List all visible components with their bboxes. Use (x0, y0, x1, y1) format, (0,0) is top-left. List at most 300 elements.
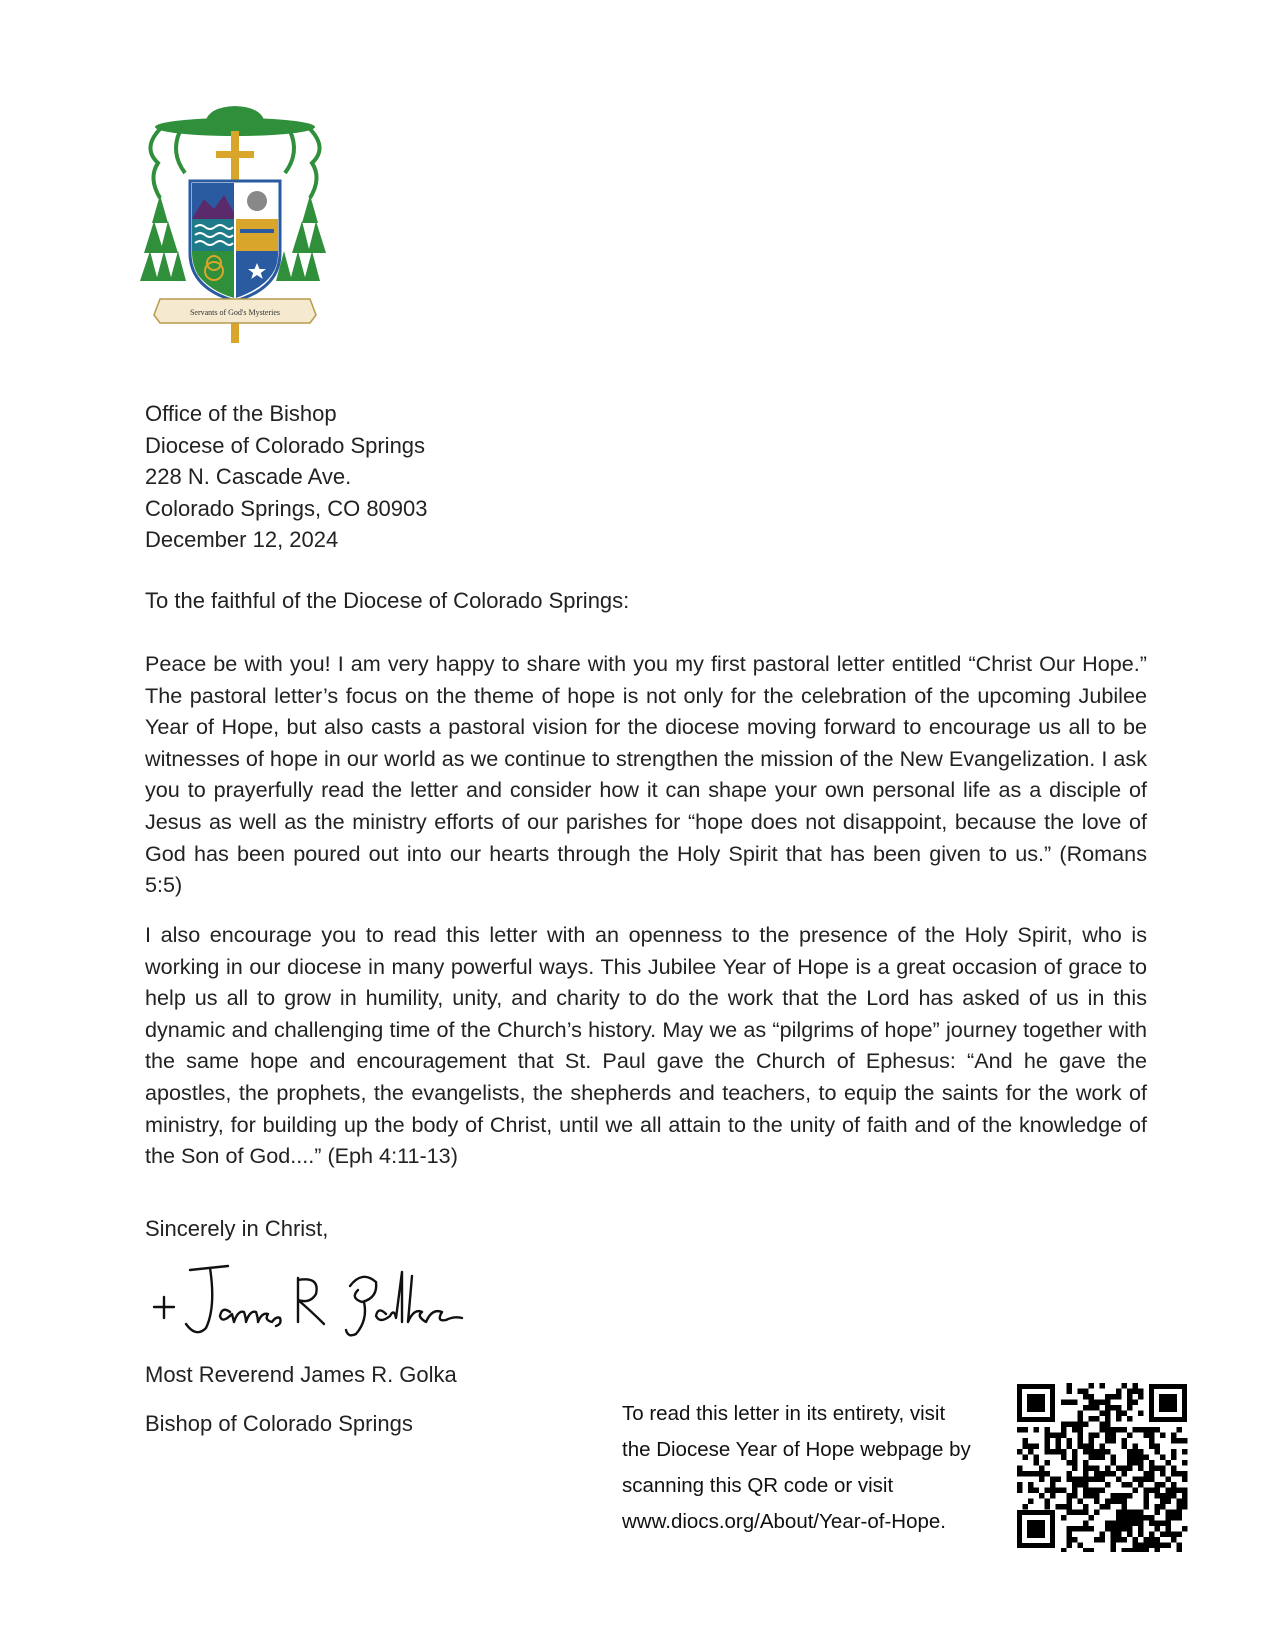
qr-module (1127, 1455, 1133, 1461)
qr-module (1177, 1532, 1183, 1538)
qr-module (1122, 1438, 1128, 1444)
qr-module (1089, 1477, 1095, 1483)
qr-module (1127, 1405, 1133, 1411)
shield (190, 181, 280, 301)
qr-module (1083, 1394, 1089, 1400)
qr-finder-bottom-left (1017, 1510, 1055, 1548)
qr-module (1089, 1400, 1095, 1406)
qr-module (1111, 1499, 1117, 1505)
qr-module (1089, 1526, 1095, 1532)
qr-module (1105, 1466, 1111, 1472)
qr-module (1122, 1504, 1128, 1510)
qr-module (1138, 1515, 1144, 1521)
qr-module (1100, 1455, 1106, 1461)
qr-module (1100, 1477, 1106, 1483)
qr-module (1028, 1444, 1034, 1450)
qr-module (1138, 1411, 1144, 1417)
qr-module (1133, 1537, 1139, 1543)
qr-module (1111, 1526, 1117, 1532)
qr-module (1034, 1471, 1040, 1477)
qr-module (1094, 1466, 1100, 1472)
signer-title: Bishop of Colorado Springs (145, 1411, 413, 1436)
qr-module (1182, 1438, 1188, 1444)
qr-module (1177, 1548, 1183, 1552)
qr-module (1133, 1515, 1139, 1521)
qr-module (1072, 1477, 1078, 1483)
address-line: Diocese of Colorado Springs (145, 432, 426, 458)
qr-module (1072, 1427, 1078, 1433)
qr-module (1094, 1455, 1100, 1461)
qr-module (1083, 1521, 1089, 1527)
qr-module (1034, 1460, 1040, 1466)
qr-module (1061, 1504, 1067, 1510)
qr-module (1050, 1449, 1056, 1455)
qr-module (1171, 1471, 1177, 1477)
qr-module (1111, 1438, 1117, 1444)
qr-module (1177, 1438, 1183, 1444)
qr-module (1072, 1455, 1078, 1461)
qr-module (1028, 1488, 1034, 1494)
galero-hat-crown (205, 106, 265, 123)
qr-module (1138, 1466, 1144, 1472)
qr-module (1133, 1510, 1139, 1516)
qr-module (1083, 1488, 1089, 1494)
qr-module (1089, 1438, 1095, 1444)
qr-module (1138, 1449, 1144, 1455)
qr-module (1078, 1416, 1084, 1422)
qr-module (1089, 1416, 1095, 1422)
qr-module (1089, 1449, 1095, 1455)
qr-module (1111, 1543, 1117, 1549)
qr-module (1144, 1471, 1150, 1477)
qr-module (1034, 1427, 1040, 1433)
qr-module (1171, 1510, 1177, 1516)
qr-module (1171, 1466, 1177, 1472)
qr-module (1144, 1427, 1150, 1433)
qr-module (1072, 1460, 1078, 1466)
qr-module (1138, 1510, 1144, 1516)
qr-module (1067, 1383, 1073, 1389)
qr-module (1094, 1471, 1100, 1477)
qr-module (1083, 1510, 1089, 1516)
qr-module (1056, 1438, 1062, 1444)
qr-module (1116, 1416, 1122, 1422)
qr-module (1149, 1515, 1155, 1521)
qr-module (1166, 1510, 1172, 1516)
qr-module (1094, 1449, 1100, 1455)
qr-module (1105, 1438, 1111, 1444)
qr-module (1138, 1526, 1144, 1532)
qr-module (1072, 1400, 1078, 1406)
qr-module (1111, 1394, 1117, 1400)
qr-module (1017, 1482, 1023, 1488)
qr-module (1127, 1548, 1133, 1552)
qr-module (1045, 1499, 1051, 1505)
motto-text: Servants of God's Mysteries (189, 308, 281, 317)
qr-code[interactable] (1013, 1380, 1193, 1552)
qr-module (1133, 1488, 1139, 1494)
qr-module (1116, 1427, 1122, 1433)
qr-module (1149, 1543, 1155, 1549)
qr-module (1061, 1548, 1067, 1552)
qr-module (1127, 1394, 1133, 1400)
qr-module (1149, 1488, 1155, 1494)
qr-module (1149, 1460, 1155, 1466)
qr-module (1078, 1444, 1084, 1450)
qr-module (1133, 1548, 1139, 1552)
qr-module (1034, 1455, 1040, 1461)
qr-module (1067, 1543, 1073, 1549)
qr-module (1056, 1477, 1062, 1483)
qr-module (1116, 1466, 1122, 1472)
qr-finder-top-left (1017, 1384, 1055, 1422)
qr-module (1133, 1389, 1139, 1395)
qr-module (1149, 1521, 1155, 1527)
qr-module (1083, 1548, 1089, 1552)
qr-module (1116, 1537, 1122, 1543)
qr-module (1177, 1510, 1183, 1516)
qr-text-line: To read this letter in its entirety, visit (622, 1402, 946, 1425)
qr-module (1138, 1455, 1144, 1461)
qr-module (1166, 1499, 1172, 1505)
qr-module (1072, 1493, 1078, 1499)
qr-module (1078, 1389, 1084, 1395)
qr-module (1122, 1515, 1128, 1521)
qr-module (1105, 1416, 1111, 1422)
qr-module (1155, 1488, 1161, 1494)
qr-module (1094, 1510, 1100, 1516)
qr-module (1127, 1460, 1133, 1466)
qr-module (1116, 1394, 1122, 1400)
qr-module (1089, 1433, 1095, 1439)
qr-module (1028, 1482, 1034, 1488)
qr-module (1089, 1493, 1095, 1499)
closing: Sincerely in Christ, (145, 1216, 329, 1241)
qr-module (1171, 1488, 1177, 1494)
qr-module (1160, 1521, 1166, 1527)
qr-module (1127, 1400, 1133, 1406)
qr-module (1045, 1460, 1051, 1466)
qr-module (1083, 1526, 1089, 1532)
qr-module (1078, 1526, 1084, 1532)
qr-module (1160, 1532, 1166, 1538)
qr-module (1122, 1521, 1128, 1527)
qr-module (1144, 1537, 1150, 1543)
qr-module (1155, 1466, 1161, 1472)
qr-module (1045, 1427, 1051, 1433)
qr-module (1078, 1433, 1084, 1439)
qr-module (1144, 1548, 1150, 1552)
qr-module (1089, 1444, 1095, 1450)
qr-module (1028, 1499, 1034, 1505)
qr-module (1061, 1449, 1067, 1455)
qr-module (1182, 1477, 1188, 1483)
qr-module (1177, 1427, 1183, 1433)
qr-module (1061, 1433, 1067, 1439)
qr-module (1039, 1493, 1045, 1499)
qr-finder-top-right (1149, 1384, 1187, 1422)
qr-module (1171, 1515, 1177, 1521)
qr-module (1105, 1526, 1111, 1532)
qr-module (1100, 1504, 1106, 1510)
salutation: To the faithful of the Diocese of Colorado Springs: (145, 588, 630, 613)
qr-module (1023, 1455, 1029, 1461)
qr-module (1144, 1433, 1150, 1439)
qr-module (1078, 1411, 1084, 1417)
qr-module (1023, 1504, 1029, 1510)
qr-module (1138, 1389, 1144, 1395)
qr-module (1127, 1521, 1133, 1527)
qr-module (1160, 1433, 1166, 1439)
qr-module (1067, 1389, 1073, 1395)
qr-module (1127, 1515, 1133, 1521)
qr-module (1155, 1510, 1161, 1516)
address-block (145, 398, 428, 556)
qr-module (1138, 1477, 1144, 1483)
qr-module (1089, 1548, 1095, 1552)
qr-module (1116, 1526, 1122, 1532)
qr-module (1127, 1466, 1133, 1472)
qr-module (1023, 1427, 1029, 1433)
qr-module (1028, 1449, 1034, 1455)
qr-module (1138, 1521, 1144, 1527)
qr-module (1067, 1477, 1073, 1483)
qr-module (1039, 1471, 1045, 1477)
qr-module (1089, 1515, 1095, 1521)
qr-module (1078, 1427, 1084, 1433)
qr-module (1122, 1383, 1128, 1389)
qr-module (1182, 1460, 1188, 1466)
qr-module (1105, 1521, 1111, 1527)
qr-module (1149, 1444, 1155, 1450)
qr-module (1045, 1449, 1051, 1455)
qr-module (1045, 1504, 1051, 1510)
qr-module (1017, 1471, 1023, 1477)
qr-module (1138, 1427, 1144, 1433)
qr-module (1067, 1537, 1073, 1543)
qr-module (1122, 1537, 1128, 1543)
qr-module (1155, 1521, 1161, 1527)
qr-module (1149, 1471, 1155, 1477)
qr-module (1155, 1449, 1161, 1455)
qr-module (1083, 1471, 1089, 1477)
qr-url[interactable]: www.diocs.org/About/Year-of-Hope. (622, 1510, 946, 1533)
qr-module (1089, 1455, 1095, 1461)
qr-module (1133, 1455, 1139, 1461)
qr-module (1144, 1455, 1150, 1461)
qr-module (1160, 1466, 1166, 1472)
qr-module (1127, 1433, 1133, 1439)
qr-module (1116, 1515, 1122, 1521)
qr-module (1149, 1477, 1155, 1483)
qr-module (1111, 1471, 1117, 1477)
qr-module (1089, 1405, 1095, 1411)
qr-module (1094, 1488, 1100, 1494)
qr-module (1166, 1526, 1172, 1532)
qr-module (1067, 1510, 1073, 1516)
qr-module (1133, 1383, 1139, 1389)
qr-module (1144, 1477, 1150, 1483)
qr-module (1111, 1532, 1117, 1538)
qr-module (1116, 1510, 1122, 1516)
qr-module (1083, 1493, 1089, 1499)
qr-module (1083, 1405, 1089, 1411)
qr-module (1072, 1466, 1078, 1472)
qr-module (1149, 1433, 1155, 1439)
qr-module (1182, 1499, 1188, 1505)
qr-module (1078, 1477, 1084, 1483)
qr-module (1105, 1400, 1111, 1406)
qr-module (1160, 1499, 1166, 1505)
qr-module (1127, 1510, 1133, 1516)
qr-module (1100, 1488, 1106, 1494)
qr-module (1171, 1438, 1177, 1444)
qr-module (1122, 1526, 1128, 1532)
qr-module (1017, 1449, 1023, 1455)
qr-module (1182, 1471, 1188, 1477)
qr-module (1155, 1526, 1161, 1532)
qr-module (1072, 1488, 1078, 1494)
qr-module (1094, 1477, 1100, 1483)
qr-module (1177, 1543, 1183, 1549)
qr-callout-text (622, 1396, 1014, 1540)
qr-module (1111, 1521, 1117, 1527)
qr-module (1105, 1433, 1111, 1439)
qr-module (1067, 1499, 1073, 1505)
qr-module (1138, 1460, 1144, 1466)
tassels-right (276, 195, 326, 281)
qr-module (1111, 1493, 1117, 1499)
qr-module (1127, 1526, 1133, 1532)
qr-module (1050, 1488, 1056, 1494)
address-line: 228 N. Cascade Ave. (145, 464, 352, 489)
qr-module (1127, 1532, 1133, 1538)
qr-module (1116, 1499, 1122, 1505)
qr-module (1083, 1477, 1089, 1483)
qr-module (1056, 1433, 1062, 1439)
qr-module (1072, 1510, 1078, 1516)
qr-module (1078, 1499, 1084, 1505)
qr-module (1160, 1543, 1166, 1549)
qr-module (1122, 1493, 1128, 1499)
qr-module (1056, 1444, 1062, 1450)
qr-module (1144, 1499, 1150, 1505)
qr-module (1067, 1493, 1073, 1499)
qr-module (1023, 1438, 1029, 1444)
qr-module (1171, 1455, 1177, 1461)
qr-module (1056, 1449, 1062, 1455)
qr-text-line: scanning this QR code or visit (622, 1474, 894, 1497)
qr-module (1155, 1537, 1161, 1543)
qr-module (1067, 1471, 1073, 1477)
qr-module (1056, 1504, 1062, 1510)
qr-module (1122, 1499, 1128, 1505)
qr-module (1089, 1488, 1095, 1494)
qr-module (1017, 1427, 1023, 1433)
qr-module (1100, 1532, 1106, 1538)
qr-module (1116, 1493, 1122, 1499)
qr-module (1171, 1493, 1177, 1499)
qr-module (1105, 1422, 1111, 1428)
qr-module (1017, 1466, 1023, 1472)
qr-module (1144, 1493, 1150, 1499)
qr-module (1089, 1466, 1095, 1472)
qr-module (1094, 1537, 1100, 1543)
qr-module (1028, 1471, 1034, 1477)
qr-module (1133, 1400, 1139, 1406)
qr-module (1171, 1532, 1177, 1538)
qr-module (1116, 1521, 1122, 1527)
qr-module (1166, 1477, 1172, 1483)
qr-module (1160, 1471, 1166, 1477)
qr-module (1083, 1444, 1089, 1450)
qr-module (1149, 1438, 1155, 1444)
qr-module (1122, 1482, 1128, 1488)
qr-module (1149, 1466, 1155, 1472)
qr-module (1122, 1427, 1128, 1433)
qr-module (1100, 1471, 1106, 1477)
qr-module (1111, 1433, 1117, 1439)
qr-module (1155, 1493, 1161, 1499)
qr-module (1072, 1422, 1078, 1428)
qr-module (1083, 1504, 1089, 1510)
qr-module (1144, 1515, 1150, 1521)
qr-module (1127, 1493, 1133, 1499)
qr-module (1045, 1433, 1051, 1439)
qr-module (1138, 1532, 1144, 1538)
qr-module (1127, 1449, 1133, 1455)
qr-module (1094, 1416, 1100, 1422)
qr-module (1072, 1537, 1078, 1543)
qr-module (1155, 1548, 1161, 1552)
qr-module (1177, 1471, 1183, 1477)
qr-module (1133, 1543, 1139, 1549)
paragraph-1: Peace be with you! I am very happy to share with you my first pastoral letter entitled “Christ Our Hope.” The pastoral letter’s focus on the theme of hope is not only for the celebration of the upcoming Jubilee Year of Hope, but also casts a pastoral vision for the diocese moving forward to encourage us all to be witnesses of hope in our world as we continue to strengthen the mission of the New Evangelization. I ask you to prayerfully read the letter and consider how it can shape your own personal life as a disciple of Jesus as well as the ministry efforts of our parishes for “hope does not disappoint, because the love of God has been poured out into our hearts through the Holy Spirit that has been given to us.” (Romans 5:5) (145, 651, 1147, 898)
qr-module (1122, 1466, 1128, 1472)
tassels-left (140, 195, 186, 281)
qr-module (1105, 1449, 1111, 1455)
qr-module (1138, 1543, 1144, 1549)
qr-module (1067, 1422, 1073, 1428)
qr-module (1039, 1466, 1045, 1472)
qr-module (1182, 1449, 1188, 1455)
qr-module (1083, 1389, 1089, 1395)
qr-module (1067, 1400, 1073, 1406)
signer-name: Most Reverend James R. Golka (145, 1362, 457, 1387)
qr-module (1061, 1488, 1067, 1494)
qr-module (1144, 1504, 1150, 1510)
qr-module (1133, 1460, 1139, 1466)
qr-module (1100, 1411, 1106, 1417)
qr-module (1100, 1449, 1106, 1455)
qr-module (1111, 1460, 1117, 1466)
qr-module (1105, 1482, 1111, 1488)
qr-module (1116, 1411, 1122, 1417)
qr-module (1160, 1504, 1166, 1510)
qr-module (1078, 1510, 1084, 1516)
qr-module (1089, 1394, 1095, 1400)
qr-module (1100, 1444, 1106, 1450)
signature (150, 1262, 470, 1342)
qr-module (1160, 1482, 1166, 1488)
qr-module (1177, 1504, 1183, 1510)
qr-module (1149, 1532, 1155, 1538)
qr-module (1155, 1427, 1161, 1433)
qr-module (1149, 1427, 1155, 1433)
qr-module (1116, 1405, 1122, 1411)
qr-module (1067, 1444, 1073, 1450)
qr-module (1133, 1449, 1139, 1455)
